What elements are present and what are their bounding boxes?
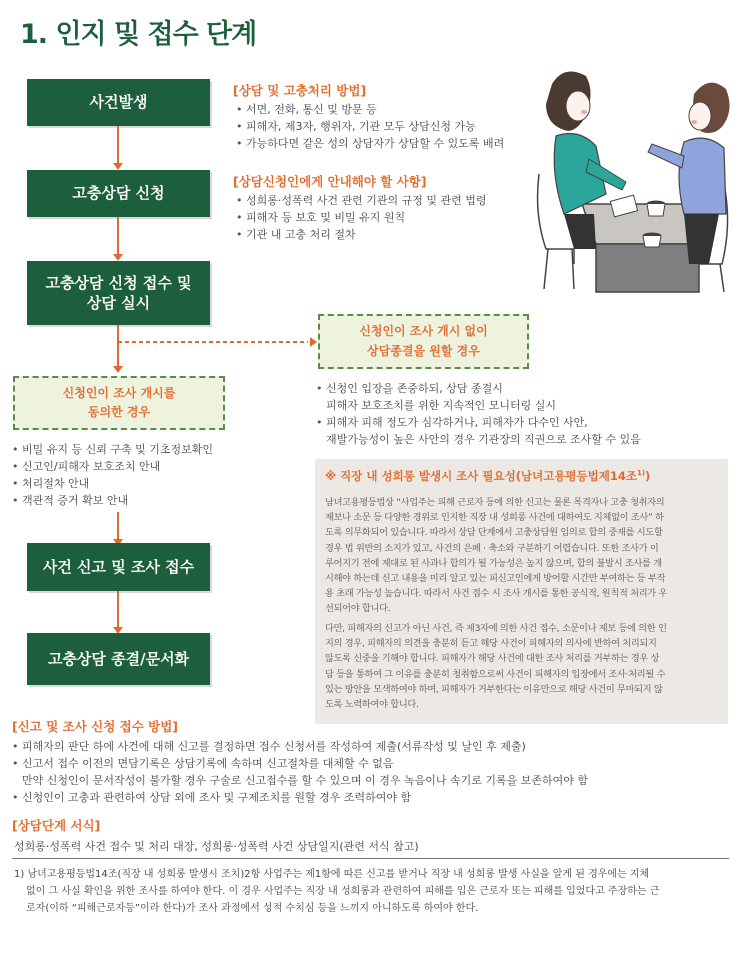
note-line: 지의 경우, 피해자의 의견을 충분히 듣고 해당 사건이 피해자의 의사에 반하여 처리되지 (325, 638, 657, 650)
step-report-investigation: 사건 신고 및 조사 접수 (27, 543, 210, 591)
list-item: • 신고인/피해자 보호조치 안내 (12, 458, 282, 475)
list-item: • 가능하다면 같은 성의 상담자가 상담할 수 있도록 배려 (236, 135, 536, 152)
note-line: 도록 의무화되어 있습니다. 따라서 상담 단계에서 고충상담원 임의로 합의 중재를 시도할 (325, 527, 663, 539)
list-item-line1: • 피해자 피해 정도가 심각하거나, 피해자가 다수인 사안, (326, 416, 588, 429)
list-item-line1: • 신고서 접수 이전의 면담기록은 상담기록에 속하며 신고절차를 대체할 수 없음 (22, 757, 394, 770)
footnote (14, 866, 726, 917)
forms-text: 성희롱·성폭력 사건 접수 및 처리 대장, 성희롱·성폭력 사건 상담일지(관련 서식 참고) (14, 840, 419, 853)
list-item: • 객관적 증거 확보 안내 (12, 492, 282, 509)
arrow-connector (117, 591, 119, 629)
branch-no-list (316, 380, 731, 448)
legal-note-para1 (325, 495, 718, 617)
step-counsel-request: 고충상담 신청 (27, 170, 210, 217)
list-item-line2: 재발가능성이 높은 사안의 경우 기관장의 직권으로 조사할 수 있음 (326, 433, 641, 446)
step-counsel-receipt-line1: 고충상담 신청 접수 및 (45, 273, 192, 292)
list-item-line2: 피해자 보호조치를 위한 지속적인 모니터링 실시 (326, 399, 557, 412)
note-line: 다만, 피해자의 신고가 아닌 사건, 즉 제3자에 의한 사건 접수, 소문이나 제보 등에 의한 인 (325, 623, 667, 634)
legal-note-heading (325, 468, 650, 484)
branch-no-line1: 신청인이 조사 개시 없이 (359, 324, 488, 339)
footnote-line: 로자(이하 “피해근로자등”이라 한다)가 조사 과정에서 성적 수치심 등을 느끼지 아니하도록 하여야 한다. (26, 903, 479, 914)
methods-heading: [상담 및 고충처리 방법] (233, 83, 367, 98)
branch-dashed-arrow (118, 336, 318, 348)
guidance-heading: [상담신청인에게 안내해야 할 사항] (233, 174, 427, 189)
list-item (12, 738, 727, 755)
legal-note-para2 (325, 621, 718, 712)
report-method-heading: [신고 및 조사 신청 접수 방법] (12, 719, 179, 734)
legal-note-box (315, 459, 728, 724)
step-counsel-receipt (27, 261, 210, 325)
arrow-connector (117, 217, 119, 257)
branch-yes-line2: 동의한 경우 (87, 405, 151, 419)
note-line: 제보나 소문 등 다양한 경위로 인지한 직장 내 성희롱 사건에 대하여도 지체없이 조사” 하 (325, 512, 664, 524)
list-item: • 서면, 전화, 통신 및 방문 등 (236, 101, 536, 118)
list-item: • 피해자, 제3자, 행위자, 기관 모두 상담신청 가능 (236, 118, 536, 135)
branch-yes-box (13, 376, 225, 430)
list-item (316, 380, 731, 414)
arrow-connector (117, 512, 119, 540)
branch-yes-list (12, 441, 282, 509)
list-item: • 피해자 등 보호 및 비밀 유지 원칙 (236, 209, 536, 226)
note-line: 용 초래 가능성 높습니다. 따라서 사건 접수 시 조사 개시를 통한 공식적, 원칙적 처리가 우 (325, 588, 668, 600)
list-item-line2: 만약 신청인이 문서작성이 불가할 경우 구술로 신고접수를 할 수 있으며 이 경우 녹음이나 속기로 기록을 보존하여야 함 (22, 774, 588, 787)
note-line: 있는 방안을 모색하여야 하며, 피해자가 거부한다는 이유만으로 해당 사건이 무마되지 않 (325, 683, 663, 695)
note-line: 남녀고용평등법상 “사업주는 피해 근로자 등에 의한 신고는 물론 목격자나 고충 청취자의 (325, 497, 665, 508)
step-closure-documentation: 고충상담 종결/문서화 (27, 633, 210, 685)
arrow-head (113, 254, 123, 261)
methods-list (236, 101, 536, 152)
branch-yes-line1: 신청인이 조사 개시를 (62, 385, 176, 400)
step-counsel-receipt-line2: 상담 실시 (86, 294, 151, 312)
footnote-line: 1) 남녀고용평등법14조(직장 내 성희롱 발생시 조치)2항 사업주는 제1항에 따른 신고를 받거나 직장 내 성희롱 발생 사실을 알게 된 경우에는 지체 (14, 869, 650, 880)
report-method-list (12, 738, 727, 806)
list-item-line1: • 피해자의 판단 하에 사건에 대해 신고를 결정하면 접수 신청서를 작성하여 제출(서류작성 및 날인 후 제출) (22, 740, 526, 753)
legal-note-footnote-ref: 1) (636, 469, 646, 478)
guidance-list (236, 192, 536, 243)
arrow-connector (117, 126, 119, 166)
list-item: • 비밀 유지 등 신뢰 구축 및 기초정보확인 (12, 441, 282, 458)
list-item (316, 414, 731, 448)
footnote-divider (12, 858, 729, 859)
forms-heading: [상담단계 서식] (12, 818, 101, 833)
list-item (12, 755, 727, 789)
footnote-line: 없이 그 사실 확인을 위한 조사를 하여야 한다. 이 경우 사업주는 직장 내 성희롱과 관련하여 피해를 입은 근로자 또는 피해를 입었다고 주장하는 근 (26, 886, 660, 897)
list-item (12, 789, 727, 806)
step-incident: 사건발생 (27, 79, 210, 126)
legal-note-heading-end: ) (645, 469, 651, 483)
page-title: 1. 인지 및 접수 단계 (20, 19, 257, 50)
note-line: 도록 노력하여야 합니다. (325, 699, 419, 711)
legal-note-heading-text: ※ 직장 내 성희롱 발생시 조사 필요성(남녀고용평등법제14조 (325, 469, 637, 483)
list-item-line1: • 신청인이 고충과 관련하여 상담 외에 조사 및 구제조치를 원할 경우 조력하여야 함 (22, 791, 412, 804)
branch-no-line2: 상담종결을 원할 경우 (367, 343, 480, 358)
list-item: • 처리절차 안내 (12, 475, 282, 492)
list-item: • 성희롱·성폭력 사건 관련 기관의 규정 및 관련 법령 (236, 192, 536, 209)
arrow-head (113, 163, 123, 170)
note-line: 않도록 신중을 기해야 합니다. 피해자가 해당 사건에 대한 조사 처리를 거부하는 경우 상 (325, 653, 660, 665)
note-line: 선되어야 합니다. (325, 603, 391, 615)
note-line: 시해야 하는데 신고 내용을 미리 알고 있는 피신고인에게 방어할 시간만 부여하는 등 부작 (325, 573, 666, 585)
consultation-illustration (534, 64, 734, 294)
list-item: • 기관 내 고충 처리 절차 (236, 226, 536, 243)
note-line: 루어지기 전에 제대로 된 사과나 합의가 될 가능성은 높지 않으며, 합의 불발시 조사를 개 (325, 557, 662, 569)
note-line: 담 등을 통하여 그 이유를 충분히 청취함으로써 사건이 피해자의 입장에서 조사·처리될 수 (325, 668, 666, 680)
arrow-head (113, 366, 123, 373)
note-line: 경우 법 위반의 소지가 있고, 사건의 은폐 · 축소와 구분하기 어렵습니다. 또한 조사가 이 (325, 542, 659, 554)
branch-no-box (318, 314, 529, 369)
list-item-line1: • 신청인 입장을 존중하되, 상담 종결시 (326, 382, 503, 395)
